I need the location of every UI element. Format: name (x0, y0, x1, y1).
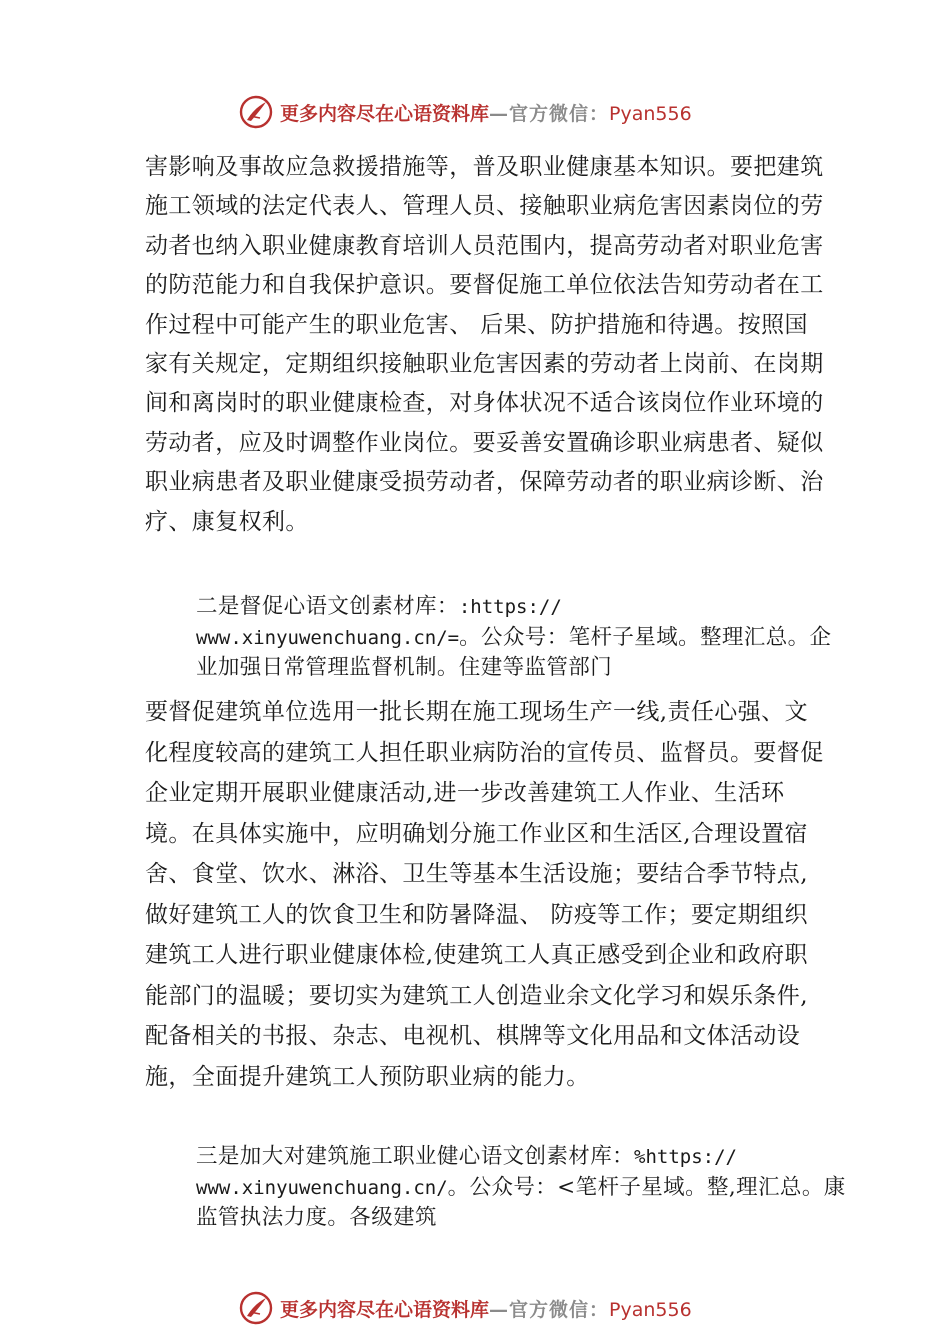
brand-logo-icon (238, 1290, 274, 1326)
footer-sep: —官方微信： (489, 1298, 610, 1321)
footer-watermark (238, 1288, 758, 1328)
footer-wechat: Pyan556 (609, 1298, 692, 1321)
header-wechat: Pyan556 (609, 102, 692, 125)
paragraph-4-tail: 。公众号：<笔杆子星域。整,理汇总。康监管执法力度。各级建筑 (196, 1174, 846, 1230)
footer-watermark-text (280, 1295, 692, 1322)
paragraph-4 (196, 1142, 846, 1234)
header-watermark-text (280, 99, 692, 126)
brand-logo-icon (238, 94, 274, 130)
header-sep: —官方微信： (489, 102, 610, 125)
paragraph-2-lead: 二是督促心语文创素材库： (196, 594, 459, 619)
header-watermark (238, 92, 758, 132)
paragraph-2-url-scheme: :https:// (458, 596, 562, 618)
header-brand: 更多内容尽在心语资料库 (280, 102, 490, 125)
paragraph-2-url: www.xinyuwenchuang.cn/= (196, 626, 460, 649)
paragraph-2-tail: 。公众号：笔杆子星域。整理汇总。企业加强日常管理监督机制。住建等监管部门 (196, 624, 832, 680)
paragraph-4-url-scheme: %https:// (634, 1146, 737, 1168)
footer-brand: 更多内容尽在心语资料库 (280, 1298, 490, 1321)
paragraph-2 (196, 592, 846, 684)
paragraph-4-lead: 三是加大对建筑施工职业健心语文创素材库： (196, 1144, 635, 1169)
paragraph-1: 害影响及事故应急救援措施等，普及职业健康基本知识。要把建筑施工领域的法定代表人、管理人员、接触职业病危害因素岗位的劳动者也纳入职业健康教育培训人员范围内，提高劳动者对职业危害的防范能力和自我保护意识。要督促施工单位依法告知劳动者在工作过程中可能产生的职业危害、 后果、防护措施和待遇。按照国家有关规定，定期组织接触职业危害因素的劳动者上岗前、在岗期间和离岗时的职业健康检查，对身体状况不适合该岗位作业环境的劳动者，应及时调整作业岗位。要妥善安置确诊职业病患者、疑似职业病患者及职业健康受损劳动者，保障劳动者的职业病诊断、治疗、康复权利。 (145, 154, 824, 535)
paragraph-3: 要督促建筑单位选用一批长期在施工现场生产一线,责任心强、文化程度较高的建筑工人担任职业病防治的宣传员、监督员。要督促企业定期开展职业健康活动,进一步改善建筑工人作业、生活环境。在具体实施中，应明确划分施工作业区和生活区,合理设置宿舍、食堂、饮水、淋浴、卫生等基本生活设施；要结合季节特点,做好建筑工人的饮食卫生和防暑降温、 防疫等工作；要定期组织建筑工人进行职业健康体检,使建筑工人真正感受到企业和政府职能部门的温暖；要切实为建筑工人创造业余文化学习和娱乐条件,配备相关的书报、杂志、电视机、棋牌等文化用品和文体活动设施，全面提升建筑工人预防职业病的能力。 (145, 699, 824, 1090)
paragraph-4-url: www.xinyuwenchuang.cn/ (196, 1176, 448, 1199)
